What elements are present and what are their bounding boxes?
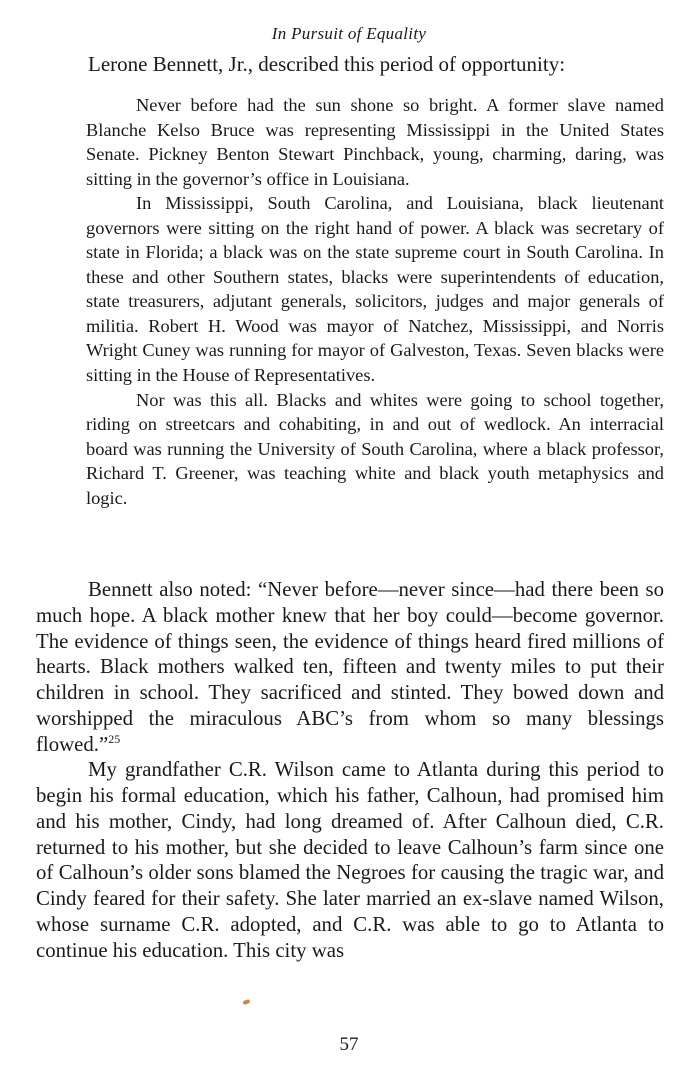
quote-paragraph-3: Nor was this all. Blacks and whites were going to school together, riding on streetcars and cohabiting, in and out of wedlock. An interracial board was running the University of South Carolina, where a black professor, Richard T. Greener, was teaching white and black youth metaphysics and logic. [86, 389, 664, 508]
intro-sentence: Lerone Bennett, Jr., described this period of opportunity: [88, 52, 566, 76]
body-paragraph-2: My grandfather C.R. Wilson came to Atlanta during this period to begin his formal education, which his father, Calhoun, had promised him and his mother, Cindy, had long dreamed of. After Calhoun died, C.R. returned to his mother, but she decided to leave Calhoun’s farm since one of Calhoun’s older sons blamed the Negroes for causing the tragic war, and Cindy feared for their safety. She later married an ex-slave named Wilson, whose surname C.R. adopted, and C.R. was able to go to Atlanta to continue his education. This city was [36, 758, 664, 962]
body-text [36, 577, 664, 963]
body-paragraph-1 [36, 577, 664, 757]
footnote-reference: 25 [108, 731, 121, 746]
paper-speck [243, 999, 251, 1005]
block-quote [86, 93, 664, 510]
page-number: 57 [339, 1034, 359, 1055]
running-head: In Pursuit of Equality [271, 24, 427, 43]
body-paragraph-1-text: Bennett also noted: “Never before—never since—had there been so much hope. A black mother knew that her boy could—become governor. The evidence of things seen, the evidence of things heard fired millions of hearts. Black mothers walked ten, fifteen and twenty miles to put their children in school. They sacrificed and stinted. They bowed down and worshipped the miraculous ABC’s from whom so many blessings flowed.” [36, 578, 664, 756]
quote-paragraph-1: Never before had the sun shone so bright. A former slave named Blanche Kelso Bruce was representing Mississippi in the United States Senate. Pickney Benton Stewart Pinchback, young, charming, daring, was sitting in the governor’s office in Louisiana. [86, 95, 664, 189]
quote-paragraph-2: In Mississippi, South Carolina, and Louisiana, black lieutenant governors were sitting on the right hand of power. A black was secretary of state in Florida; a black was on the state supreme court in South Carolina. In these and other Southern states, blacks were superintendents of education, state treasurers, adjutant generals, solicitors, judges and major generals of militia. Robert H. Wood was mayor of Natchez, Mississippi, and Norris Wright Cuney was running for mayor of Galveston, Texas. Seven blacks were sitting in the House of Representatives. [86, 193, 664, 386]
